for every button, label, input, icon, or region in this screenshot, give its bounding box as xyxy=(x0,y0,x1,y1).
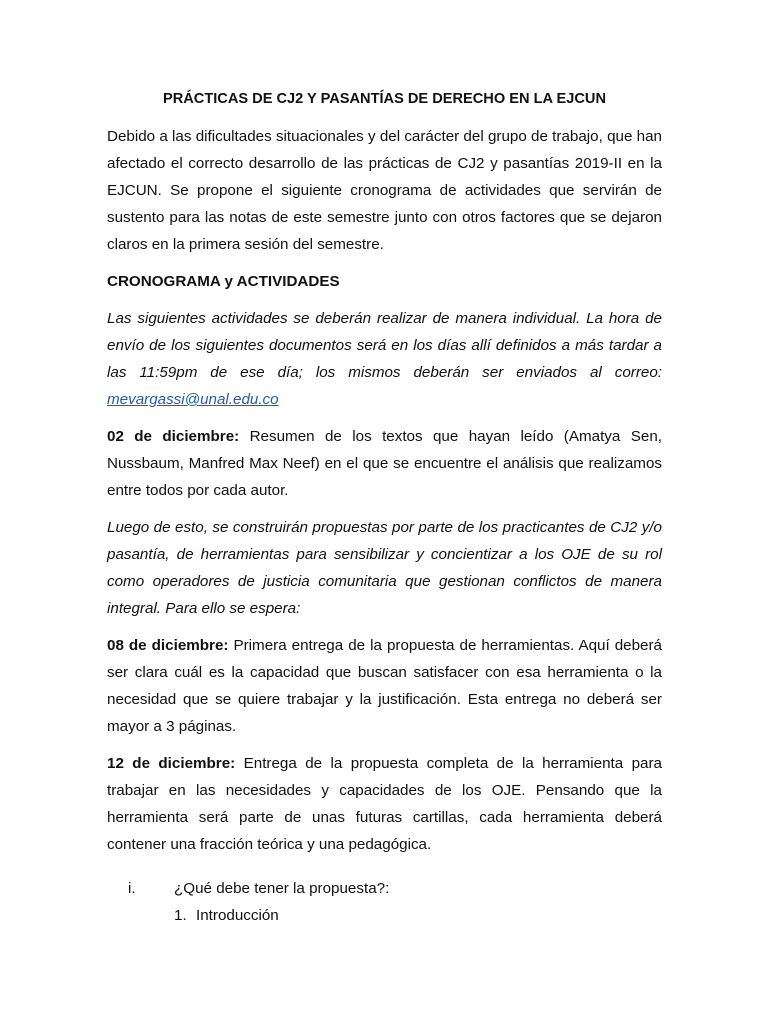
roman-list xyxy=(107,875,662,929)
entry-text: Entrega de la propuesta completa de la herramienta para trabajar en las necesidades y capacidades de los OJE. Pensando que la herramienta será parte de unas futuras cartillas, cada herramienta deberá contener una fracción teórica y una pedagógica. xyxy=(107,755,662,853)
section-heading: CRONOGRAMA y ACTIVIDADES xyxy=(107,273,340,290)
sub-list-marker: 1. xyxy=(174,907,187,924)
email-link[interactable]: mevargassi@unal.edu.co xyxy=(107,391,279,408)
transition-paragraph: Luego de esto, se construirán propuestas por parte de los practicantes de CJ2 y/o pasantía, de herramientas para sensibilizar y concientizar a los OJE de su rol como operadores de justicia comunitaria que gestionan conflictos de manera integral. Para ello se espera: xyxy=(107,519,662,617)
entry-text: Primera entrega de la propuesta de herramientas. Aquí deberá ser clara cuál es la capacidad que buscan satisfacer con esa herramienta o la necesidad que se quiere trabajar y la justificación. Esta entrega no deberá ser mayor a 3 páginas. xyxy=(107,637,662,735)
document-title: PRÁCTICAS DE CJ2 Y PASANTÍAS DE DERECHO EN LA EJCUN xyxy=(162,91,607,107)
sub-list-item-text: Introducción xyxy=(196,907,279,924)
intro-paragraph: Debido a las dificultades situacionales y del carácter del grupo de trabajo, que han afectado el correcto desarrollo de las prácticas de CJ2 y pasantías 2019-II en la EJCUN. Se propone el siguiente cronograma de actividades que servirán de sustento para las notas de este semestre junto con otros factores que se dejaron claros en la primera sesión del semestre. xyxy=(107,128,662,253)
entry-date: 08 de diciembre: xyxy=(107,637,229,654)
sub-list-item xyxy=(107,902,662,929)
entry-date: 02 de diciembre: xyxy=(107,428,240,445)
document-page xyxy=(107,86,662,929)
entry-dec-08 xyxy=(107,632,662,740)
list-item xyxy=(107,875,662,902)
entry-date: 12 de diciembre: xyxy=(107,755,236,772)
list-marker: i. xyxy=(128,880,136,897)
entry-dec-12 xyxy=(107,750,662,858)
entry-dec-02 xyxy=(107,423,662,504)
instructions-text: Las siguientes actividades se deberán realizar de manera individual. La hora de envío de los siguientes documentos será en los días allí definidos a más tardar a las 11:59pm de ese día; los mismos deberán ser enviados al correo: xyxy=(107,310,662,381)
entry-text: Resumen de los textos que hayan leído (Amatya Sen, Nussbaum, Manfred Max Neef) en el que se encuentre el análisis que realizamos entre todos por cada autor. xyxy=(107,428,662,499)
instructions-paragraph xyxy=(107,305,662,413)
list-item-text: ¿Qué debe tener la propuesta?: xyxy=(174,880,390,897)
